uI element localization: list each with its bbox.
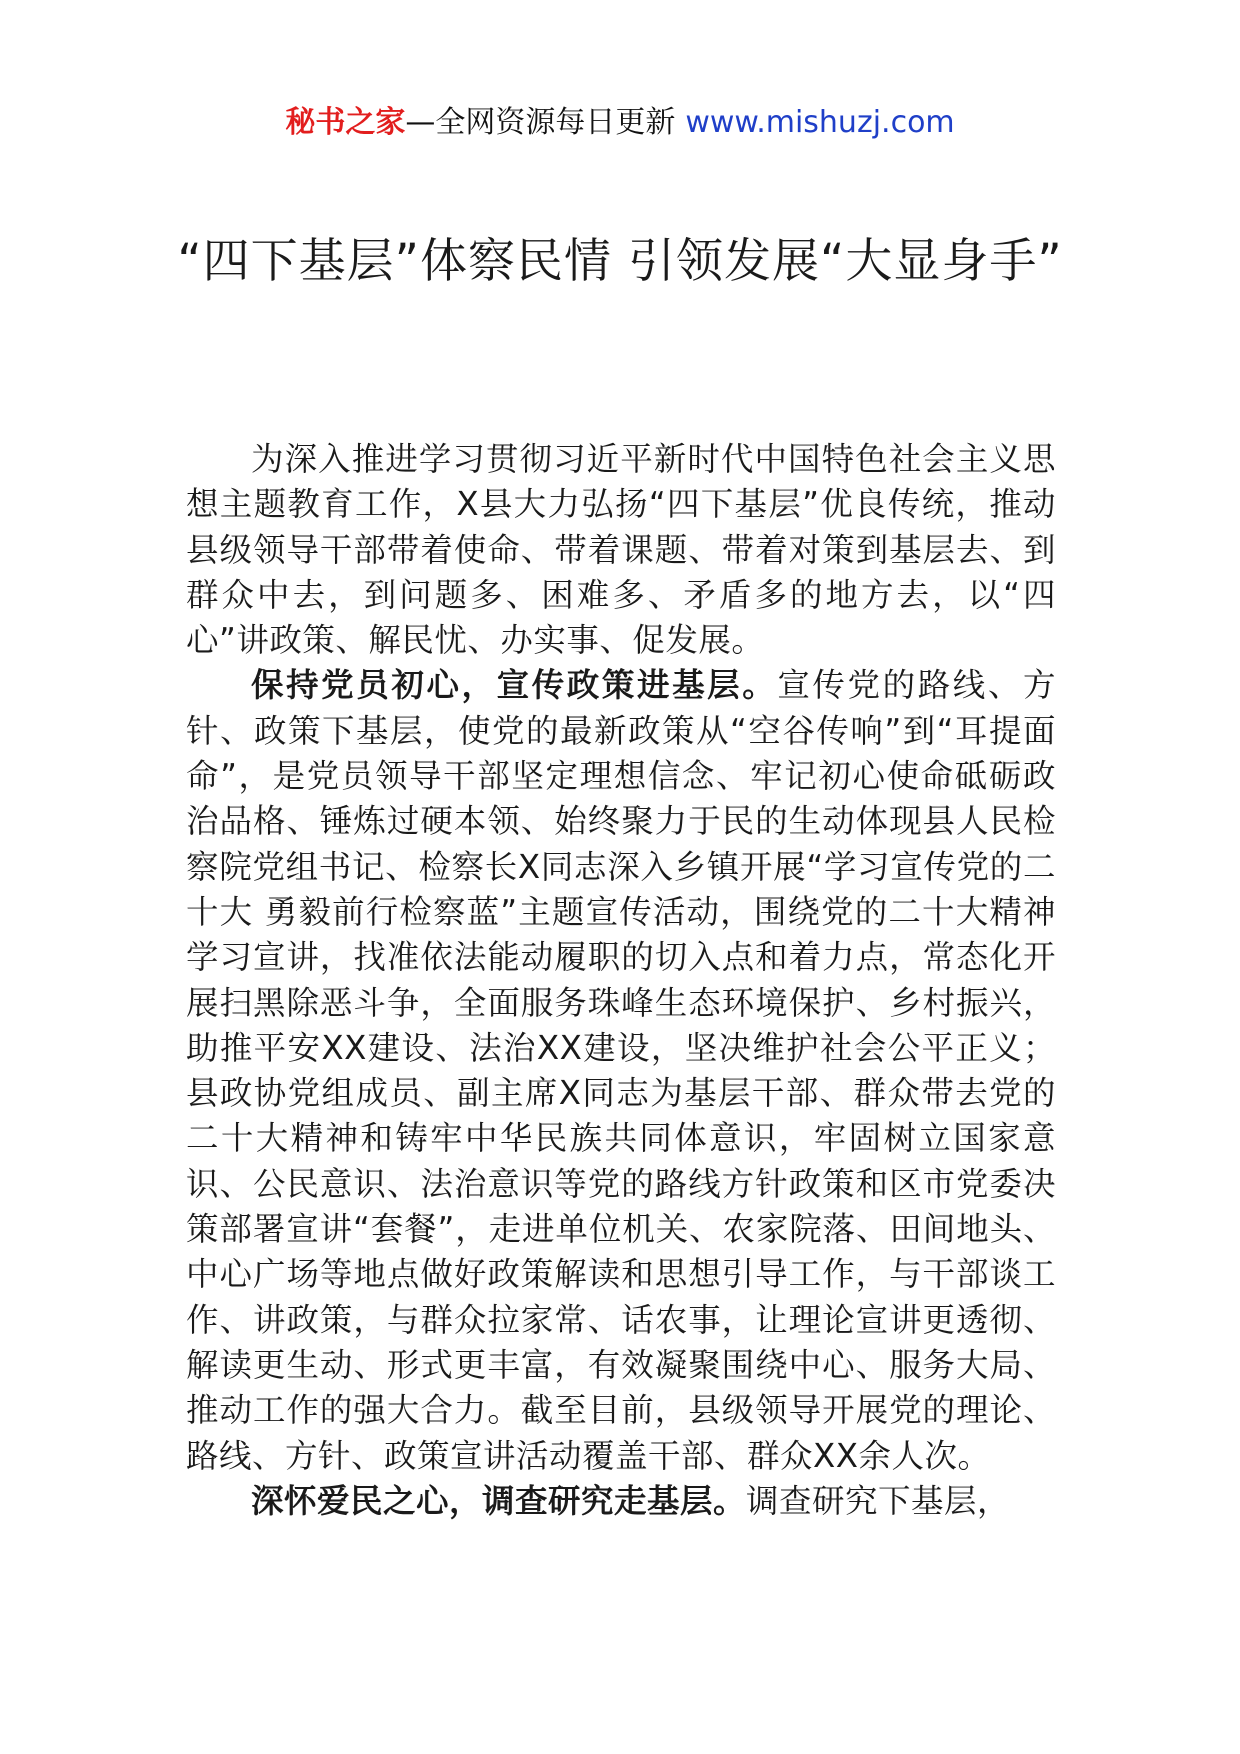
site-tagline: —全网资源每日更新 <box>405 105 676 140</box>
document-title: “四下基层”体察民情 引领发展“大显身手” <box>177 234 1063 289</box>
paragraph-text: 调查研究下基层， <box>746 1481 1011 1520</box>
paragraph-intro <box>186 437 1056 663</box>
paragraph-research <box>186 1479 1056 1524</box>
document-body <box>186 437 1056 1524</box>
site-header <box>0 98 1240 148</box>
paragraph-text: 为深入推进学习贯彻习近平新时代中国特色社会主义思想主题教育工作，X县大力弘扬“四下基层”优良传统，推动县级领导干部带着使命、带着课题、带着对策到基层去、到群众中去，到问题多、困难多、矛盾多的地方去，以“四心”讲政策、解民忧、办实事、促发展。 <box>186 440 1056 660</box>
paragraph-policy <box>186 663 1056 1478</box>
paragraph-lead: 深怀爱民之心，调查研究走基层。 <box>251 1481 747 1520</box>
paragraph-lead: 保持党员初心，宣传政策进基层。 <box>251 666 778 705</box>
site-brand: 秘书之家 <box>285 105 406 140</box>
paragraph-text: 宣传党的路线、方针、政策下基层，使党的最新政策从“空谷传响”到“耳提面命”，是党员领导干部坚定理想信念、牢记初心使命砥砺政治品格、锤炼过硬本领、始终聚力于民的生动体现县人民检察院党组书记、检察长X同志深入乡镇开展“学习宣传党的二十大 勇毅前行检察蓝”主题宣传活动，围绕党的二十大精神学习宣讲，找准依法能动履职的切入点和着力点，常态化开展扫黑除恶斗争，全面服务珠峰生态环境保护、乡村振兴，助推平安XX建设、法治XX建设，坚决维护社会公平正义；县政协党组成员、副主席X同志为基层干部、群众带去党的二十大精神和铸牢中华民族共同体意识，牢固树立国家意识、公民意识、法治意识等党的路线方针政策和区市党委决策部署宣讲“套餐”，走进单位机关、农家院落、田间地头、中心广场等地点做好政策解读和思想引导工作，与干部谈工作、讲政策，与群众拉家常、话农事，让理论宣讲更透彻、解读更生动、形式更丰富，有效凝聚围绕中心、服务大局、推动工作的强大合力。截至目前，县级领导开展党的理论、路线、方针、政策宣讲活动覆盖干部、群众XX余人次。 <box>186 666 1056 1475</box>
site-url-link[interactable]: www.mishuzj.com <box>685 105 955 140</box>
